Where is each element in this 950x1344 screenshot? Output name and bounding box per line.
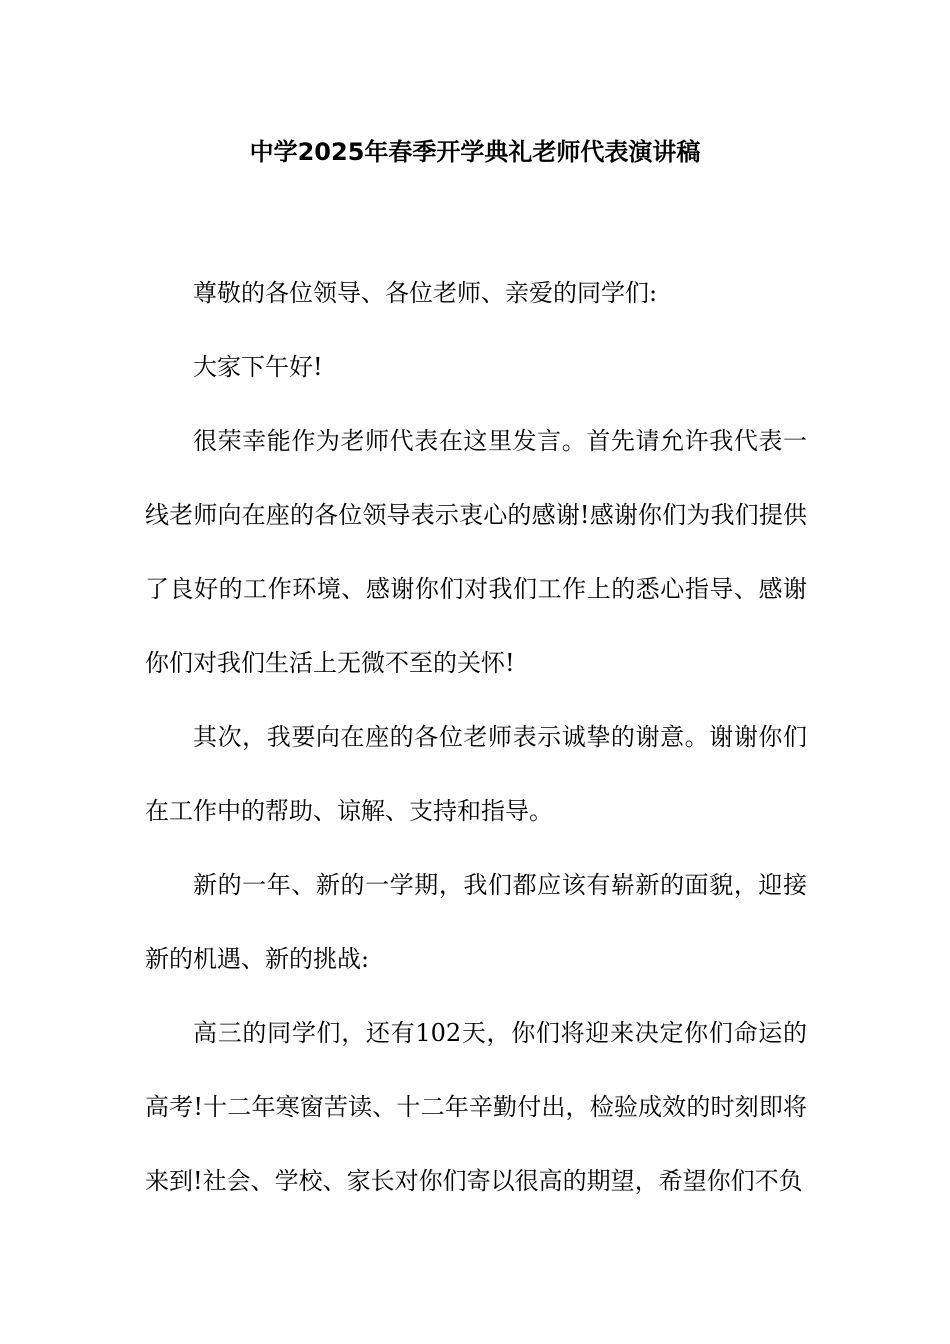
paragraph-thanks-teachers: 其次，我要向在座的各位老师表示诚挚的谢意。谢谢你们在工作中的帮助、谅解、支持和指导。 <box>145 723 807 825</box>
paragraph-new-semester: 新的一年、新的一学期，我们都应该有崭新的面貌，迎接新的机遇、新的挑战: <box>145 871 807 973</box>
paragraph-thanks-leaders: 很荣幸能作为老师代表在这里发言。首先请允许我代表一线老师向在座的各位领导表示衷心的感谢!感谢你们为我们提供了良好的工作环境、感谢你们对我们工作上的悉心指导、感谢你们对我们生活上无微不至的关怀! <box>145 427 807 677</box>
paragraph-senior-students: 高三的同学们，还有102天，你们将迎来决定你们命运的高考!十二年寒窗苦读、十二年辛勤付出，检验成效的时刻即将来到!社会、学校、家长对你们寄以很高的期望，希望你们不负 <box>145 1019 807 1195</box>
document-title: 中学2025年春季开学典礼老师代表演讲稿 <box>249 138 701 166</box>
document-body <box>145 256 807 1218</box>
paragraph-greeting: 大家下午好! <box>193 353 323 381</box>
paragraph-salutation: 尊敬的各位领导、各位老师、亲爱的同学们: <box>193 279 658 307</box>
